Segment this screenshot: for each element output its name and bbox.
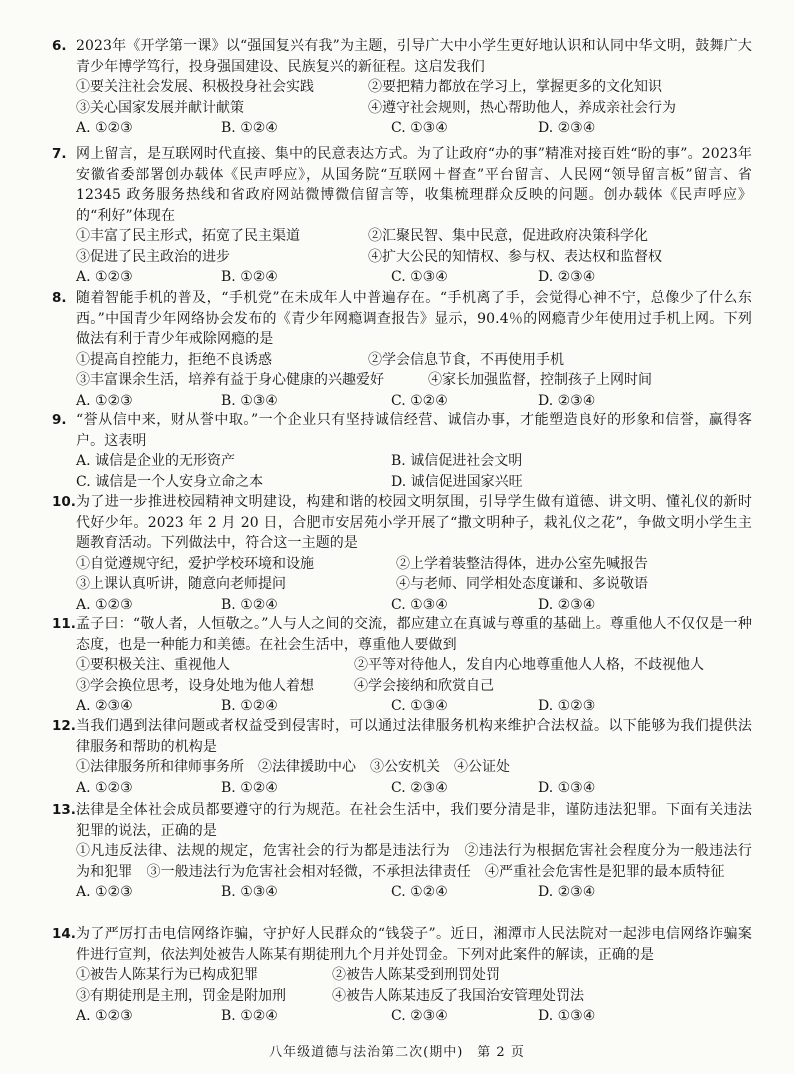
option-b: B. ①②④ xyxy=(221,596,278,613)
choice-1: ①提高自控能力，拒绝不良诱惑 xyxy=(76,351,272,368)
option-d: D. ①③④ xyxy=(538,1008,596,1024)
question-number: 12. xyxy=(52,718,76,734)
choice-1: ①丰富了民主形式，拓宽了民主渠道 xyxy=(76,228,300,244)
question-stem: 当我们遇到法律问题或者权益受到侵害时，可以通过法律服务机构来维护合法权益。以下能够为我们提供法律服务和帮助的机构是 xyxy=(76,718,752,755)
question-11 xyxy=(52,614,752,717)
choice-2: ②要把精力都放在学习上，掌握更多的文化知识 xyxy=(368,79,662,95)
question-12 xyxy=(52,716,752,798)
question-6 xyxy=(52,36,752,139)
question-number: 10. xyxy=(52,494,76,510)
question-number: 8. xyxy=(52,290,67,306)
option-c: C. ①②④ xyxy=(391,884,448,900)
option-d: D. ②③④ xyxy=(538,596,596,613)
question-number: 11. xyxy=(52,616,76,632)
question-10 xyxy=(52,492,752,615)
option-c: C. ②③④ xyxy=(391,1008,448,1024)
option-d: D. ①③④ xyxy=(538,779,596,796)
option-b: B. ①②④ xyxy=(221,698,278,714)
choice-4: ④学会接纳和欣赏自己 xyxy=(354,677,494,694)
question-stem: 为了进一步推进校园精神文明建设，构建和谐的校园文明氛围，引导学生做有道德、讲文明、懂礼仪的新时代好少年。2023 年 2 月 20 日，合肥市安居苑小学开展了“撒文明种子，栽礼仪之花”，争做文明小学生主题教育活动。下列做法中，符合这一主题的是 xyxy=(76,494,752,551)
option-a: A. ①②③ xyxy=(76,392,133,409)
question-stem: 孟子曰：“敬人者，人恒敬之。”人与人之间的交流，都应建立在真诚与尊重的基础上。尊重他人不仅仅是一种态度，也是一种能力和美德。在社会生活中，尊重他人要做到 xyxy=(76,616,752,653)
choice-4: ④扩大公民的知情权、参与权、表达权和监督权 xyxy=(368,248,662,265)
choice-2: ②被告人陈某受到刑罚处罚 xyxy=(332,967,500,983)
question-stem: 网上留言，是互联网时代直接、集中的民意表达方式。为了让政府“办的事”精准对接百姓“盼的事”。2023年安徽省委部署创办载体《民声呼应》，从国务院“互联网＋督查”平台留言、人民网“领导留言板”留言、省 12345 政务服务热线和省政府网站微博微信留言等，收集梳理群众反映的问题。创办载体《民声呼应》的“利好”体现在 xyxy=(76,146,752,224)
question-number: 13. xyxy=(52,802,76,818)
option-c: C. ①③④ xyxy=(391,269,448,285)
choice-2: ②上学着装整洁得体，进办公室先喊报告 xyxy=(396,555,648,572)
choice-2: ②汇聚民智、集中民意，促进政府决策科学化 xyxy=(368,228,648,244)
question-number: 7. xyxy=(52,146,67,162)
question-stem: 2023年《开学第一课》以“强国复兴有我”为主题，引导广大中小学生更好地认识和认同中华文明，鼓舞广大青少年博学笃行，投身强国建设、民族复兴的新征程。这启发我们 xyxy=(76,38,752,75)
choice-1: ①自觉遵规守纪，爱护学校环境和设施 xyxy=(76,555,314,572)
option-d: D. 诚信促进国家兴旺 xyxy=(391,473,523,490)
choice-2: ②学会信息节食，不再使用手机 xyxy=(368,351,564,368)
option-c: C. ①③④ xyxy=(391,698,448,714)
option-b: B. ①②④ xyxy=(221,120,278,136)
question-stem: 法律是全体社会成员都要遵守的行为规范。在社会生活中，我们要分清是非，谨防违法犯罪。下面有关违法犯罪的说法，正确的是 xyxy=(76,802,752,839)
choice-4: ④家长加强监督，控制孩子上网时间 xyxy=(428,372,652,388)
question-stem: “誉从信中来，财从誉中取。”一个企业只有坚持诚信经营、诚信办事，才能塑造良好的形象和信誉，赢得客户。这表明 xyxy=(76,412,752,449)
choice-3: ③促进了民主政治的进步 xyxy=(76,248,230,265)
option-a: A. ②③④ xyxy=(76,698,133,714)
choice-3: ③有期徒刑是主刑，罚金是附加刑 xyxy=(76,987,286,1004)
option-a: A. ①②③ xyxy=(76,1008,133,1024)
option-a: A. ①②③ xyxy=(76,269,133,285)
option-b: B. ①③④ xyxy=(221,884,278,900)
choice-1: ①被告人陈某行为已构成犯罪 xyxy=(76,967,258,983)
option-b: B. 诚信促进社会文明 xyxy=(391,453,523,469)
option-a: A. ①②③ xyxy=(76,596,133,613)
choice-3: ③学会换位思考，设身处地为他人着想 xyxy=(76,677,314,694)
option-d: D. ②③④ xyxy=(538,884,596,900)
question-number: 9. xyxy=(52,412,67,428)
choice-2: ②平等对待他人，发自内心地尊重他人人格，不歧视他人 xyxy=(354,657,704,673)
choice-3: ③丰富课余生活，培养有益于身心健康的兴趣爱好 xyxy=(76,372,384,388)
option-b: B. ①②④ xyxy=(221,269,278,285)
option-a: A. ①②③ xyxy=(76,120,133,136)
option-c: C. ①③④ xyxy=(391,596,448,613)
option-d: D. ②③④ xyxy=(538,269,596,285)
choice-4: ④遵守社会规则，热心帮助他人，养成亲社会行为 xyxy=(368,99,676,116)
option-c: C. 诚信是一个人安身立命之本 xyxy=(76,473,264,490)
question-7 xyxy=(52,144,752,288)
choice-1: ①要关注社会发展、积极投身社会实践 xyxy=(76,79,314,95)
option-a: A. ①②③ xyxy=(76,884,133,900)
choice-1: ①要积极关注、重视他人 xyxy=(76,657,230,673)
question-number: 6. xyxy=(52,38,67,54)
option-b: B. ①②④ xyxy=(221,779,278,796)
option-b: B. ①②④ xyxy=(221,1008,278,1024)
choices-inline: ①法律服务所和律师事务所 ②法律援助中心 ③公安机关 ④公证处 xyxy=(76,759,510,775)
choices-paragraph: ①凡违反法律、法规的规定，危害社会的行为都是违法行为 ②违法行为根据危害社会程度分为一般违法行为和犯罪 ③一般违法行为危害社会相对轻微，不承担法律责任 ④严重社会危害性是犯罪的最本质特征 xyxy=(76,843,752,880)
option-d: D. ②③④ xyxy=(538,120,596,136)
question-number: 14. xyxy=(52,926,76,942)
option-a: A. 诚信是企业的无形资产 xyxy=(76,453,236,469)
option-d: D. ②③④ xyxy=(538,392,596,409)
option-d: D. ①②③ xyxy=(538,698,596,714)
choice-4: ④与老师、同学相处态度谦和、多说敬语 xyxy=(396,576,648,592)
question-8 xyxy=(52,288,752,411)
question-14 xyxy=(52,924,752,1027)
question-13 xyxy=(52,800,752,903)
page-footer: 八年级道德与法治第二次(期中) 第 2 页 xyxy=(269,1045,525,1060)
option-c: C. ①③④ xyxy=(391,120,448,136)
choice-4: ④被告人陈某违反了我国治安管理处罚法 xyxy=(332,987,584,1004)
question-9 xyxy=(52,410,752,492)
choice-3: ③关心国家发展并献计献策 xyxy=(76,99,244,116)
option-c: C. ②③④ xyxy=(391,779,448,796)
option-c: C. ①②④ xyxy=(391,392,448,409)
option-a: A. ①②③ xyxy=(76,779,133,796)
choice-3: ③上课认真听讲，随意向老师提问 xyxy=(76,576,286,592)
question-stem: 随着智能手机的普及，“手机党”在未成年人中普遍存在。“手机离了手，会觉得心神不宁，总像少了什么东西。”中国青少年网络协会发布的《青少年网瘾调查报告》显示，90.4％的网瘾青少年使用过手机上网。下列做法有利于青少年戒除网瘾的是 xyxy=(76,290,752,347)
option-b: B. ①③④ xyxy=(221,392,278,409)
question-stem: 为了严厉打击电信网络诈骗，守护好人民群众的“钱袋子”。近日，湘潭市人民法院对一起涉电信网络诈骗案件进行宣判，依法判处被告人陈某有期徒刑九个月并处罚金。下列对此案件的解读，正确的是 xyxy=(76,926,752,963)
